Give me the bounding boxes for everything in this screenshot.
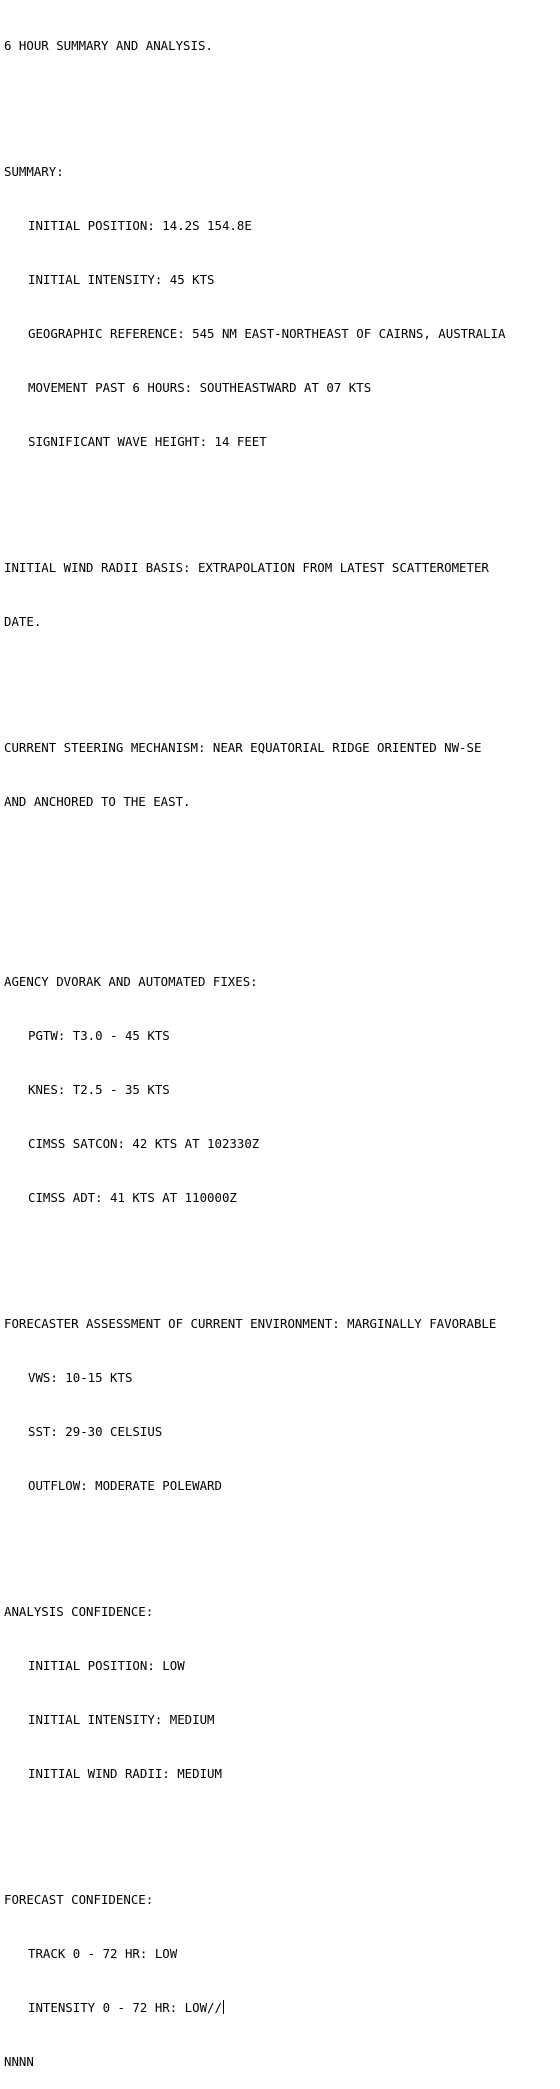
intensity-confidence-line: INITIAL INTENSITY: MEDIUM	[28, 1712, 215, 1727]
cimss-satcon-line: CIMSS SATCON: 42 KTS AT 102330Z	[28, 1136, 260, 1151]
blank-line	[4, 487, 558, 505]
intensity-forecast-text: INTENSITY 0 - 72 HR: LOW//	[28, 2000, 222, 2015]
wave-height-line: SIGNIFICANT WAVE HEIGHT: 14 FEET	[28, 434, 267, 449]
end-marker: NNNN	[4, 2054, 34, 2069]
text-cursor	[223, 2000, 224, 2014]
blank-line	[4, 1531, 558, 1549]
blank-line	[4, 847, 558, 865]
pgtw-fix-line: PGTW: T3.0 - 45 KTS	[28, 1028, 170, 1043]
outflow-line: OUTFLOW: MODERATE POLEWARD	[28, 1478, 222, 1493]
track-confidence-line: TRACK 0 - 72 HR: LOW	[28, 1946, 178, 1961]
cimss-adt-line: CIMSS ADT: 41 KTS AT 110000Z	[28, 1190, 237, 1205]
blank-line	[4, 901, 558, 919]
wind-radii-line-1: INITIAL WIND RADII BASIS: EXTRAPOLATION FROM LATEST SCATTEROMETER	[4, 560, 489, 575]
wind-radii-confidence-line: INITIAL WIND RADII: MEDIUM	[28, 1766, 222, 1781]
geographic-reference-line: GEOGRAPHIC REFERENCE: 545 NM EAST-NORTHEAST OF CAIRNS, AUSTRALIA	[28, 326, 506, 341]
intensity-forecast-line	[4, 1999, 558, 2017]
environment-heading: FORECASTER ASSESSMENT OF CURRENT ENVIRONMENT: MARGINALLY FAVORABLE	[4, 1316, 497, 1331]
position-confidence-line: INITIAL POSITION: LOW	[28, 1658, 185, 1673]
bulletin-text[interactable]	[4, 1, 558, 2089]
dvorak-heading: AGENCY DVORAK AND AUTOMATED FIXES:	[4, 974, 258, 989]
blank-line	[4, 667, 558, 685]
bulletin-header: 6 HOUR SUMMARY AND ANALYSIS.	[4, 38, 213, 53]
forecast-confidence-heading: FORECAST CONFIDENCE:	[4, 1892, 154, 1907]
analysis-confidence-heading: ANALYSIS CONFIDENCE:	[4, 1604, 154, 1619]
vws-line: VWS: 10-15 KTS	[28, 1370, 133, 1385]
blank-line	[4, 1819, 558, 1837]
knes-fix-line: KNES: T2.5 - 35 KTS	[28, 1082, 170, 1097]
steering-line-1: CURRENT STEERING MECHANISM: NEAR EQUATORIAL RIDGE ORIENTED NW-SE	[4, 740, 482, 755]
summary-heading: SUMMARY:	[4, 164, 64, 179]
movement-line: MOVEMENT PAST 6 HOURS: SOUTHEASTWARD AT 07 KTS	[28, 380, 372, 395]
blank-line	[4, 91, 558, 109]
sst-line: SST: 29-30 CELSIUS	[28, 1424, 163, 1439]
wind-radii-line-2: DATE.	[4, 614, 42, 629]
initial-intensity-line: INITIAL INTENSITY: 45 KTS	[28, 272, 215, 287]
initial-position-line: INITIAL POSITION: 14.2S 154.8E	[28, 218, 252, 233]
steering-line-2: AND ANCHORED TO THE EAST.	[4, 794, 191, 809]
blank-line	[4, 1243, 558, 1261]
